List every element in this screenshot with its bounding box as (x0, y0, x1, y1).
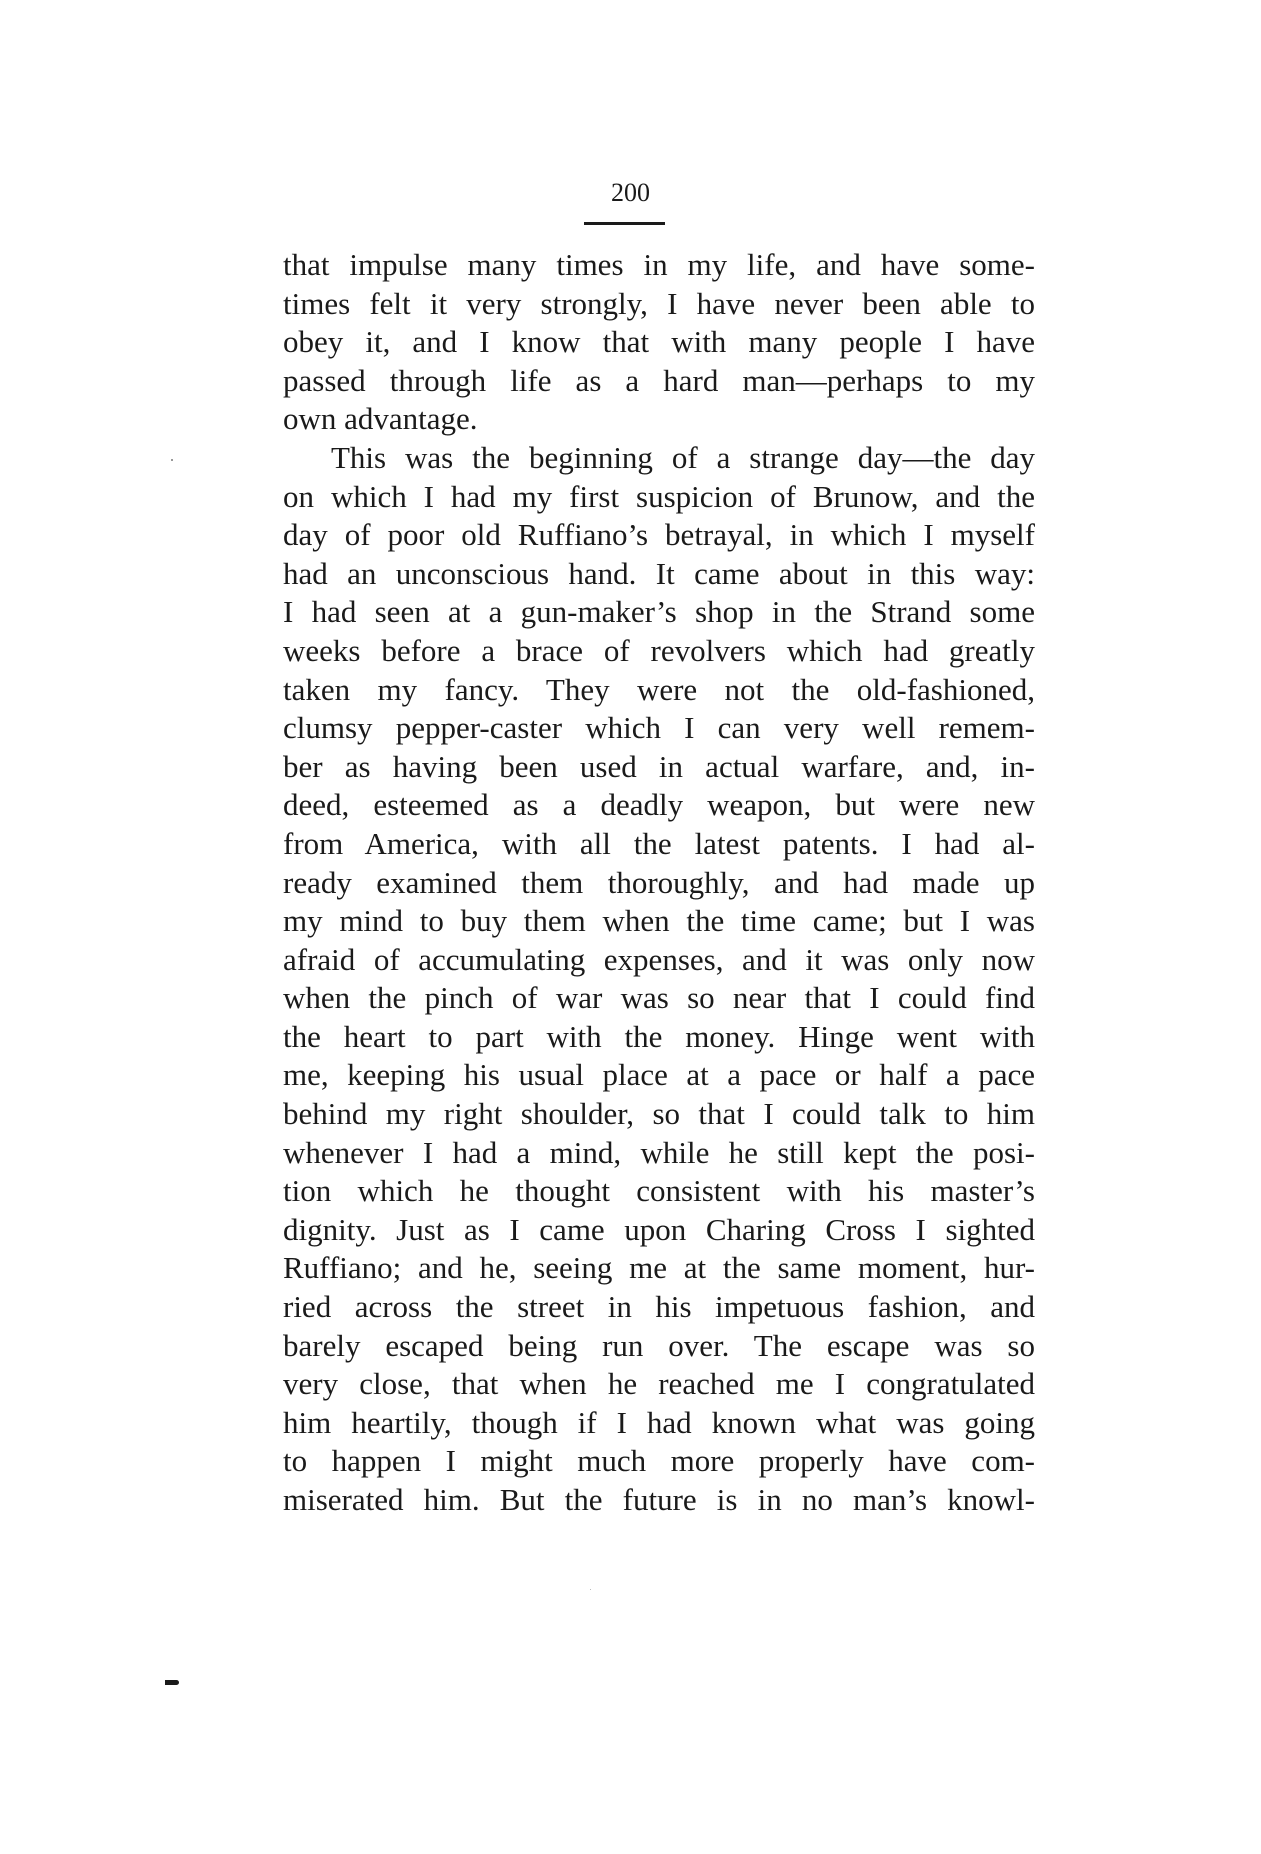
text-line: deed, esteemed as a deadly weapon, but were new (283, 787, 1035, 823)
text-line: the heart to part with the money. Hinge went with (283, 1018, 1035, 1054)
text-line: from America, with all the latest patents. I had al- (283, 825, 1035, 861)
body-text (283, 246, 1035, 1520)
text-line: on which I had my first suspicion of Brunow, and the (283, 478, 1035, 514)
text-line: very close, that when he reached me I congratulated (283, 1366, 1035, 1402)
text-line: ready examined them thoroughly, and had made up (283, 864, 1035, 900)
text-line: clumsy pepper-caster which I can very well remem- (283, 710, 1035, 746)
text-line: behind my right shoulder, so that I could talk to him (283, 1096, 1035, 1132)
text-line: dignity. Just as I came upon Charing Cross I sighted (283, 1211, 1035, 1247)
margin-mark (165, 1680, 179, 1685)
text-line: times felt it very strongly, I have never been able to (283, 285, 1035, 321)
text-line: Ruffiano; and he, seeing me at the same moment, hur- (283, 1250, 1035, 1286)
text-line: tion which he thought consistent with his master’s (283, 1173, 1035, 1209)
text-line: This was the beginning of a strange day—the day (331, 439, 1035, 475)
text-line: miserated him. But the future is in no man’s knowl- (283, 1482, 1035, 1517)
text-line: passed through life as a hard man—perhaps to my (283, 362, 1035, 398)
scan-speck (590, 1589, 591, 1590)
text-line: day of poor old Ruffiano’s betrayal, in which I myself (283, 517, 1035, 553)
text-line: ber as having been used in actual warfare, and, in- (283, 748, 1035, 784)
text-line: afraid of accumulating expenses, and it was only now (283, 941, 1035, 977)
text-line: I had seen at a gun-maker’s shop in the Strand some (283, 594, 1035, 630)
scan-speck (171, 459, 173, 461)
text-line: had an unconscious hand. It came about in this way: (283, 555, 1035, 591)
text-line: barely escaped being run over. The escape was so (283, 1327, 1035, 1363)
page-number: 200 (611, 178, 650, 207)
text-line: my mind to buy them when the time came; but I was (283, 903, 1035, 939)
text-line: when the pinch of war was so near that I could find (283, 980, 1035, 1016)
text-line: whenever I had a mind, while he still kept the posi- (283, 1134, 1035, 1170)
text-line: own advantage. (283, 401, 478, 437)
text-line: him heartily, though if I had known what was going (283, 1404, 1035, 1440)
text-line: me, keeping his usual place at a pace or half a pace (283, 1057, 1035, 1093)
text-line: obey it, and I know that with many people I have (283, 324, 1035, 360)
text-line: taken my fancy. They were not the old-fashioned, (283, 671, 1035, 707)
page-number-rule (584, 222, 665, 225)
text-line: ried across the street in his impetuous fashion, and (283, 1289, 1035, 1325)
text-line: that impulse many times in my life, and have some- (283, 247, 1035, 282)
text-line: weeks before a brace of revolvers which had greatly (283, 632, 1035, 668)
text-line: to happen I might much more properly have com- (283, 1443, 1035, 1479)
